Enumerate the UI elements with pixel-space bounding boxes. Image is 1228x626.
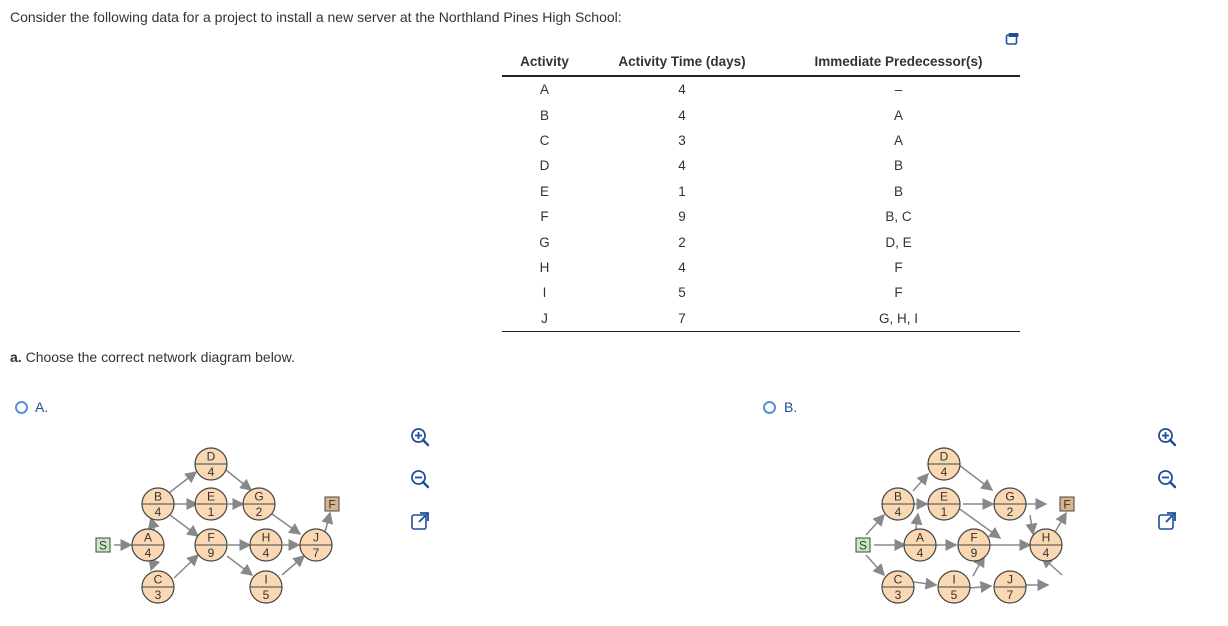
cell-time: 4 xyxy=(678,158,686,174)
cell-predecessor: G, H, I xyxy=(777,306,1020,332)
cell-time: 9 xyxy=(678,209,686,225)
node-activity-label: B xyxy=(153,489,163,504)
node-activity-label: E xyxy=(939,489,949,504)
activity-table-body xyxy=(502,76,1020,331)
node-duration-label: 4 xyxy=(1042,546,1050,560)
cell-activity: I xyxy=(542,285,547,301)
table-row xyxy=(502,204,1020,229)
node-activity-label: J xyxy=(313,530,319,545)
cell-predecessor: B xyxy=(893,158,903,174)
cell-predecessor: B, C xyxy=(885,209,912,225)
node-duration-label: 4 xyxy=(916,546,924,560)
cell-predecessor: A xyxy=(893,107,903,123)
question-text xyxy=(10,349,295,365)
node-activity-label: A xyxy=(915,530,925,545)
node-duration-label: 7 xyxy=(1006,588,1014,602)
cell-activity: J xyxy=(502,306,587,332)
option-a-radio[interactable] xyxy=(15,401,28,414)
table-row xyxy=(502,306,1020,332)
node-duration-label: 4 xyxy=(207,465,215,479)
network-diagram-b xyxy=(840,430,1100,620)
cell-time: 1 xyxy=(678,183,686,199)
intro-text: Consider the following data for a project to install a new server at the Northland Pines High School: xyxy=(10,9,622,25)
diagram-a-finish: F xyxy=(328,497,336,512)
node-duration-label: 7 xyxy=(312,546,320,560)
cell-time: 7 xyxy=(587,306,777,332)
zoom-in-icon[interactable] xyxy=(410,427,430,447)
cell-time: 4 xyxy=(678,82,686,98)
cell-activity: H xyxy=(539,259,550,275)
diagram-a-start: S xyxy=(98,538,108,553)
option-b-radio[interactable] xyxy=(763,401,776,414)
node-activity-label: G xyxy=(1005,489,1015,504)
node-activity-label: F xyxy=(207,530,215,545)
cell-activity: G xyxy=(539,234,550,250)
question-part: a. xyxy=(10,349,22,365)
node-duration-label: 2 xyxy=(1006,505,1014,519)
node-activity-label: H xyxy=(1041,530,1051,545)
cell-predecessor: F xyxy=(894,285,903,301)
node-activity-label: D xyxy=(939,449,949,464)
cell-predecessor: B xyxy=(893,183,903,199)
node-activity-label: C xyxy=(153,572,163,587)
col-header-activity: Activity xyxy=(502,48,587,76)
node-duration-label: 4 xyxy=(144,546,152,560)
node-duration-label: 1 xyxy=(207,505,215,519)
cell-activity: A xyxy=(539,82,549,98)
zoom-out-icon[interactable] xyxy=(1157,469,1177,489)
node-duration-label: 2 xyxy=(255,505,263,519)
cell-predecessor: F xyxy=(894,259,903,275)
question-body: Choose the correct network diagram below. xyxy=(21,349,295,365)
node-duration-label: 5 xyxy=(950,588,958,602)
table-row xyxy=(502,280,1020,305)
cell-time: 2 xyxy=(678,234,686,250)
cell-activity: E xyxy=(539,183,549,199)
cell-time: 5 xyxy=(678,285,686,301)
node-activity-label: D xyxy=(206,449,216,464)
table-row xyxy=(502,128,1020,153)
node-duration-label: 9 xyxy=(970,546,978,560)
col-header-predecessors: Immediate Predecessor(s) xyxy=(777,48,1020,76)
diagram-b-finish: F xyxy=(1063,497,1071,512)
zoom-in-icon[interactable] xyxy=(1157,427,1177,447)
node-duration-label: 3 xyxy=(894,588,902,602)
popout-icon[interactable] xyxy=(410,511,430,531)
network-diagram-a xyxy=(80,430,360,620)
node-activity-label: F xyxy=(970,530,978,545)
option-b-label[interactable]: B. xyxy=(784,399,798,415)
node-activity-label: J xyxy=(1007,572,1013,587)
cell-predecessor: – xyxy=(894,82,903,98)
cell-predecessor: D, E xyxy=(885,234,912,250)
zoom-out-icon[interactable] xyxy=(410,469,430,489)
activity-table xyxy=(502,48,1020,332)
cell-activity: C xyxy=(539,132,550,148)
cell-activity: B xyxy=(539,107,549,123)
table-row xyxy=(502,153,1020,178)
col-header-time: Activity Time (days) xyxy=(587,48,777,76)
node-activity-label: E xyxy=(206,489,216,504)
table-row xyxy=(502,76,1020,102)
node-activity-label: I xyxy=(264,572,268,587)
node-activity-label: C xyxy=(893,572,903,587)
option-a-label[interactable]: A. xyxy=(35,399,49,415)
table-row xyxy=(502,102,1020,127)
node-activity-label: A xyxy=(143,530,153,545)
node-activity-label: G xyxy=(254,489,264,504)
cell-activity: D xyxy=(539,158,550,174)
node-duration-label: 4 xyxy=(262,546,270,560)
node-duration-label: 1 xyxy=(940,505,948,519)
cell-time: 3 xyxy=(678,132,686,148)
table-row xyxy=(502,179,1020,204)
table-row xyxy=(502,255,1020,280)
node-duration-label: 4 xyxy=(940,465,948,479)
cell-activity: F xyxy=(540,209,549,225)
popout-icon[interactable] xyxy=(1157,511,1177,531)
diagram-b-start: S xyxy=(858,538,868,553)
node-duration-label: 5 xyxy=(262,588,270,602)
node-duration-label: 4 xyxy=(894,505,902,519)
node-activity-label: B xyxy=(893,489,903,504)
cell-time: 4 xyxy=(678,107,686,123)
node-activity-label: H xyxy=(261,530,271,545)
cell-predecessor: A xyxy=(893,132,903,148)
cell-time: 4 xyxy=(678,259,686,275)
node-duration-label: 9 xyxy=(207,546,215,560)
node-activity-label: I xyxy=(952,572,956,587)
copy-icon[interactable] xyxy=(1005,32,1019,49)
node-duration-label: 3 xyxy=(154,588,162,602)
node-duration-label: 4 xyxy=(154,505,162,519)
table-row xyxy=(502,229,1020,254)
